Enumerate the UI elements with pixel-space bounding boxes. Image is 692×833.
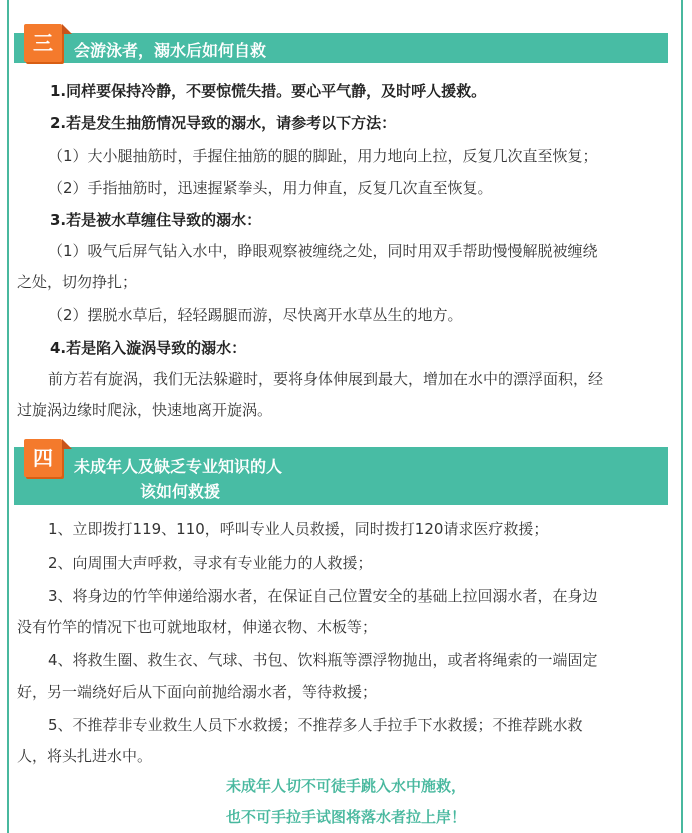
section-3-badge: 三 [24, 24, 62, 62]
section-3-item-4-1b: 过旋涡边缘时爬泳，快速地离开旋涡。 [17, 401, 273, 419]
section-3-item-3-1b: 之处，切勿挣扎； [17, 273, 138, 291]
section-3-item-3: 3.若是被水草缠住导致的溺水： [50, 211, 262, 229]
section-4-title-line-2: 该如何救援 [140, 482, 221, 501]
section-3-item-2: 2.若是发生抽筋情况导致的溺水，请参考以下方法： [50, 114, 397, 132]
section-4-item-4b: 好，另一端绕好后从下面向前抛给溺水者，等待救援； [17, 683, 378, 701]
section-3-item-3-2: （2）摆脱水草后，轻轻踢腿而游，尽快离开水草丛生的地方。 [48, 306, 463, 324]
warning-note-line-1: 未成年人切不可徒手跳入水中施救， [225, 777, 466, 795]
section-4-title-line-1: 未成年人及缺乏专业知识的人 [74, 457, 283, 476]
section-3-item-4-1a: 前方若有旋涡，我们无法躲避时，要将身体伸展到最大，增加在水中的漂浮面积，经 [48, 370, 604, 388]
section-4-item-2: 2、向周围大声呼救，寻求有专业能力的人救援； [48, 554, 373, 572]
section-4-item-4a: 4、将救生圈、救生衣、气球、书包、饮料瓶等漂浮物抛出，或者将绳索的一端固定 [48, 651, 598, 669]
section-4-item-5a: 5、不推荐非专业救生人员下水救援；不推荐多人手拉手下水救援；不推荐跳水救 [48, 716, 583, 734]
section-4-badge: 四 [24, 439, 62, 477]
section-3-item-2-1: （1）大小腿抽筋时，手握住抽筋的腿的脚趾，用力地向上拉，反复几次直至恢复； [48, 147, 598, 165]
section-3-item-2-2: （2）手指抽筋时，迅速握紧拳头，用力伸直，反复几次直至恢复。 [48, 179, 493, 197]
section-4-item-5b: 人，将头扎进水中。 [17, 747, 153, 765]
section-4-item-3a: 3、将身边的竹竿伸递给溺水者，在保证自己位置安全的基础上拉回溺水者，在身边 [48, 587, 598, 605]
section-4-item-1: 1、立即拨打119、110，呼叫专业人员救援，同时拨打120请求医疗救援； [48, 520, 549, 538]
section-4-header [14, 447, 668, 505]
section-3-title: 会游泳者，溺水后如何自救 [74, 41, 267, 60]
section-3-item-1: 1.同样要保持冷静，不要惊慌失措。要心平气静，及时呼人援救。 [50, 82, 487, 100]
warning-note-line-2: 也不可手拉手试图将落水者拉上岸！ [225, 808, 466, 826]
section-3-header [14, 33, 668, 63]
section-4-item-3b: 没有竹竿的情况下也可就地取材，伸递衣物、木板等； [17, 618, 378, 636]
section-3-item-4: 4.若是陷入漩涡导致的溺水： [50, 339, 247, 357]
section-3-item-3-1a: （1）吸气后屏气钻入水中，睁眼观察被缠绕之处，同时用双手帮助慢慢解脱被缠绕 [48, 242, 598, 260]
